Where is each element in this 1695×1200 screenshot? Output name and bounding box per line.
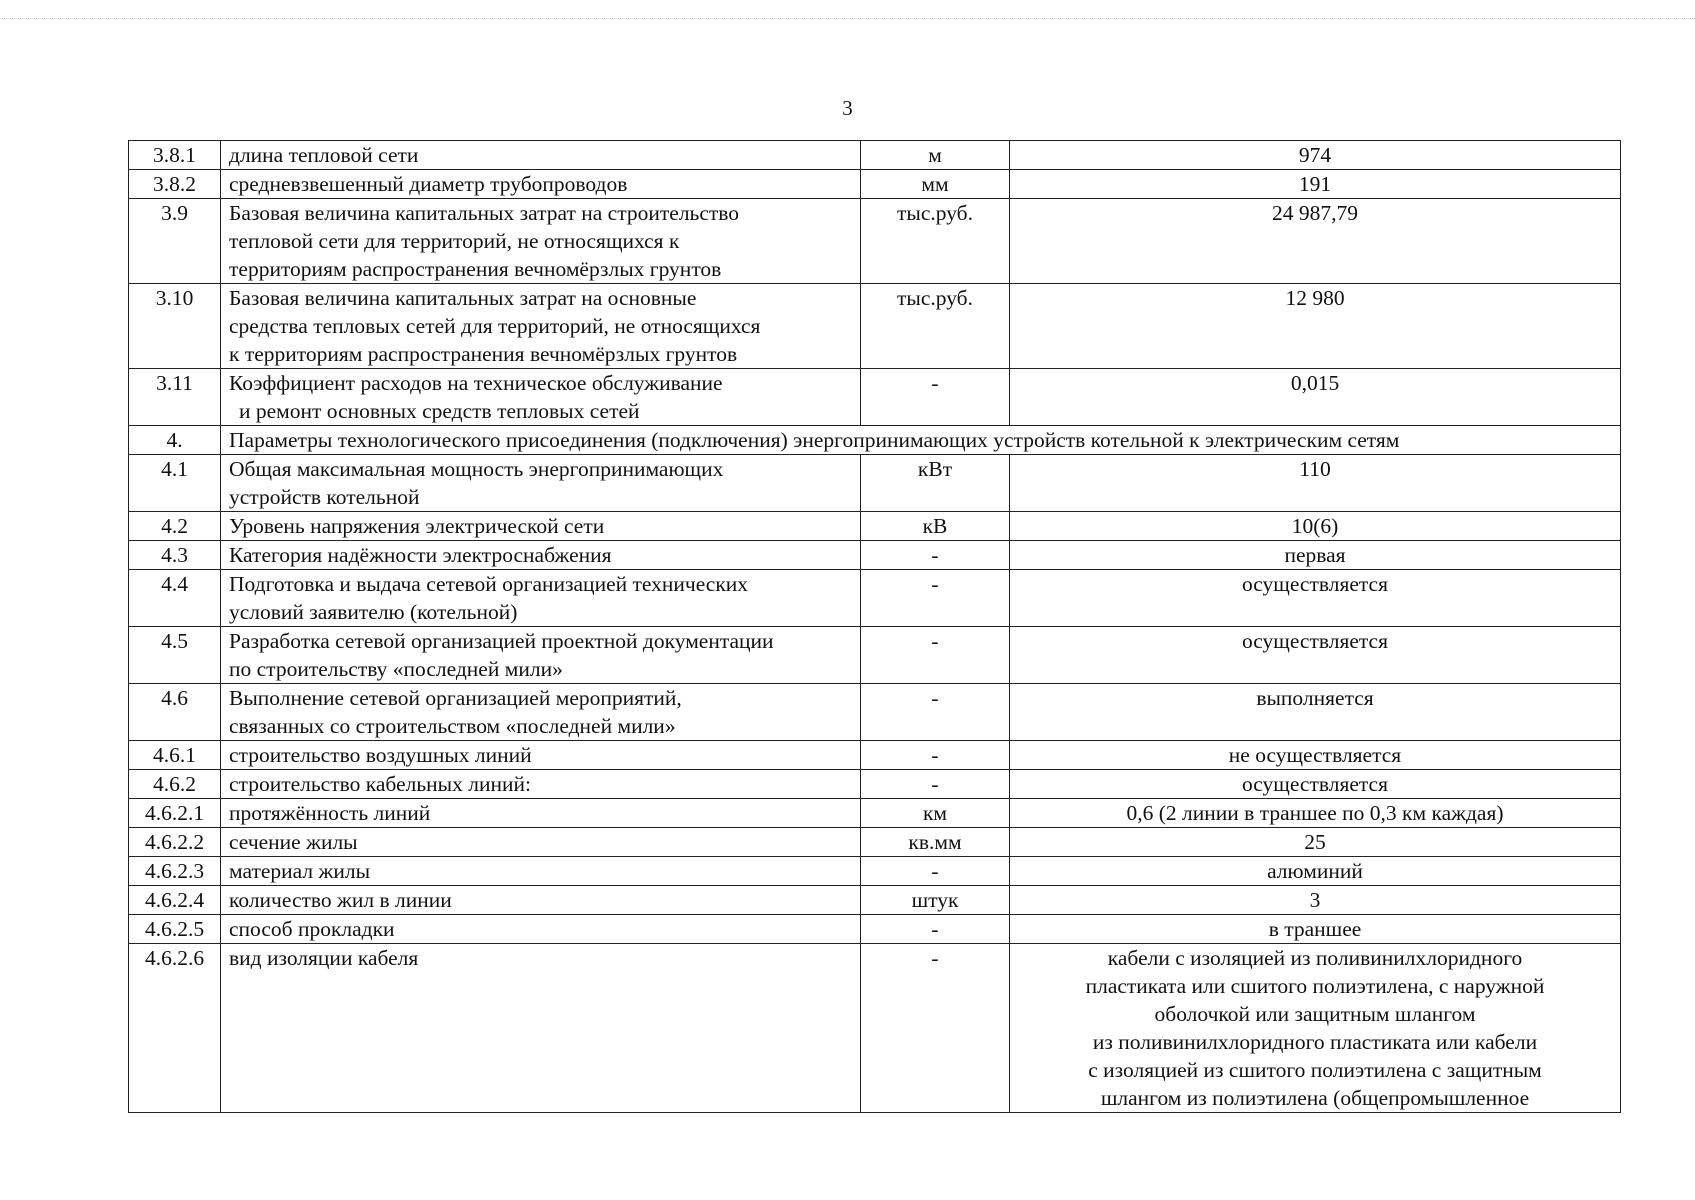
value bbox=[1010, 369, 1621, 426]
parameter-name bbox=[221, 915, 861, 944]
unit: кВ bbox=[861, 512, 1010, 541]
parameter-name-line: Подготовка и выдача сетевой организацией технических bbox=[229, 572, 749, 596]
parameter-name bbox=[221, 541, 861, 570]
value bbox=[1010, 512, 1621, 541]
table-row bbox=[129, 944, 1621, 1113]
value-line: осуществляется bbox=[1242, 629, 1388, 653]
section-row bbox=[129, 426, 1621, 455]
table-row bbox=[129, 770, 1621, 799]
table-row bbox=[129, 455, 1621, 512]
table-row bbox=[129, 886, 1621, 915]
parameter-name bbox=[221, 886, 861, 915]
page-number: 3 bbox=[842, 96, 853, 120]
item-number: 4.6.2 bbox=[129, 770, 221, 799]
table-row bbox=[129, 799, 1621, 828]
item-number: 4.4 bbox=[129, 570, 221, 627]
parameter-name bbox=[221, 199, 861, 284]
table-row bbox=[129, 828, 1621, 857]
value bbox=[1010, 828, 1621, 857]
value bbox=[1010, 199, 1621, 284]
parameter-name bbox=[221, 944, 861, 1113]
table-row bbox=[129, 684, 1621, 741]
unit: - bbox=[861, 944, 1010, 1113]
unit: - bbox=[861, 915, 1010, 944]
item-number: 3.9 bbox=[129, 199, 221, 284]
scan-edge-line bbox=[0, 18, 1695, 19]
table-row bbox=[129, 627, 1621, 684]
parameter-name-line: территориям распространения вечномёрзлых грунтов bbox=[229, 257, 722, 281]
value bbox=[1010, 886, 1621, 915]
value-line: в траншее bbox=[1268, 917, 1362, 941]
parameter-name bbox=[221, 455, 861, 512]
parameter-name-line: к территориям распространения вечномёрзлых грунтов bbox=[229, 342, 738, 366]
item-number: 3.11 bbox=[129, 369, 221, 426]
parameter-name bbox=[221, 570, 861, 627]
value bbox=[1010, 541, 1621, 570]
parameter-name-line: Уровень напряжения электрической сети bbox=[229, 514, 605, 538]
value bbox=[1010, 570, 1621, 627]
value-line: осуществляется bbox=[1242, 772, 1388, 796]
value-line: 110 bbox=[1299, 457, 1331, 481]
item-number: 4.6.2.2 bbox=[129, 828, 221, 857]
item-number: 4.6.1 bbox=[129, 741, 221, 770]
table-row bbox=[129, 284, 1621, 369]
item-number: 4.6.2.5 bbox=[129, 915, 221, 944]
parameter-name-line: Категория надёжности электроснабжения bbox=[229, 543, 612, 567]
table-row bbox=[129, 741, 1621, 770]
parameter-name-line: по строительству «последней мили» bbox=[229, 657, 563, 681]
value bbox=[1010, 915, 1621, 944]
value bbox=[1010, 284, 1621, 369]
value-line: 974 bbox=[1298, 143, 1332, 167]
value-line: 12 980 bbox=[1285, 286, 1345, 310]
value-line: пластиката или сшитого полиэтилена, с наружной bbox=[1085, 974, 1545, 998]
value-line: 0,6 (2 линии в траншее по 0,3 км каждая) bbox=[1126, 801, 1504, 825]
parameter-name-line: Коэффициент расходов на техническое обслуживание bbox=[229, 371, 723, 395]
value bbox=[1010, 170, 1621, 199]
unit: - bbox=[861, 541, 1010, 570]
value bbox=[1010, 799, 1621, 828]
unit: - bbox=[861, 369, 1010, 426]
parameter-name-line: средневзвешенный диаметр трубопроводов bbox=[229, 172, 628, 196]
item-number: 3.10 bbox=[129, 284, 221, 369]
parameters-table bbox=[128, 140, 1621, 1113]
parameter-name bbox=[221, 284, 861, 369]
value-line: 0,015 bbox=[1290, 371, 1340, 395]
parameters-table-body bbox=[129, 141, 1621, 1113]
parameter-name-line: вид изоляции кабеля bbox=[229, 946, 419, 970]
parameter-name-line: Базовая величина капитальных затрат на строительство bbox=[229, 201, 740, 225]
value-line: 10(6) bbox=[1291, 514, 1339, 538]
item-number: 4.3 bbox=[129, 541, 221, 570]
parameter-name bbox=[221, 512, 861, 541]
item-number: 4.6.2.3 bbox=[129, 857, 221, 886]
unit: тыс.руб. bbox=[861, 284, 1010, 369]
parameter-name-line: сечение жилы bbox=[229, 830, 358, 854]
table-row bbox=[129, 570, 1621, 627]
parameter-name-line: длина тепловой сети bbox=[229, 143, 419, 167]
parameter-name bbox=[221, 741, 861, 770]
value bbox=[1010, 857, 1621, 886]
parameter-name bbox=[221, 141, 861, 170]
table-row bbox=[129, 199, 1621, 284]
parameter-name bbox=[221, 857, 861, 886]
unit: мм bbox=[861, 170, 1010, 199]
parameter-name-line: средства тепловых сетей для территорий, не относящихся bbox=[229, 314, 761, 338]
value-line: оболочкой или защитным шлангом bbox=[1154, 1002, 1476, 1026]
item-number: 4.6 bbox=[129, 684, 221, 741]
parameter-name-line: условий заявителю (котельной) bbox=[229, 600, 518, 624]
value-line: 24 987,79 bbox=[1272, 201, 1358, 225]
item-number: 4.6.2.4 bbox=[129, 886, 221, 915]
value bbox=[1010, 741, 1621, 770]
parameter-name bbox=[221, 684, 861, 741]
value-line: 3 bbox=[1309, 888, 1321, 912]
item-number: 4. bbox=[129, 426, 221, 455]
parameter-name-line: Выполнение сетевой организацией мероприятий, bbox=[229, 686, 682, 710]
parameter-name bbox=[221, 170, 861, 199]
parameter-name bbox=[221, 799, 861, 828]
item-number: 4.1 bbox=[129, 455, 221, 512]
table-row bbox=[129, 915, 1621, 944]
unit: тыс.руб. bbox=[861, 199, 1010, 284]
item-number: 3.8.1 bbox=[129, 141, 221, 170]
value-line: не осуществляется bbox=[1228, 743, 1402, 767]
parameter-name-line: связанных со строительством «последней мили» bbox=[229, 714, 676, 738]
unit: - bbox=[861, 570, 1010, 627]
parameter-name-line: Базовая величина капитальных затрат на основные bbox=[229, 286, 697, 310]
parameter-name-line: тепловой сети для территорий, не относящихся к bbox=[229, 229, 680, 253]
parameter-name bbox=[221, 770, 861, 799]
unit: штук bbox=[861, 886, 1010, 915]
parameter-name-line: материал жилы bbox=[229, 859, 371, 883]
parameter-name-line: и ремонт основных средств тепловых сетей bbox=[239, 399, 640, 423]
unit: кв.мм bbox=[861, 828, 1010, 857]
table-row bbox=[129, 541, 1621, 570]
value-line: алюминий bbox=[1267, 859, 1363, 883]
value bbox=[1010, 944, 1621, 1113]
parameter-name-line: строительство кабельных линий: bbox=[229, 772, 531, 796]
unit: - bbox=[861, 770, 1010, 799]
unit: кВт bbox=[861, 455, 1010, 512]
parameter-name bbox=[221, 627, 861, 684]
unit: м bbox=[861, 141, 1010, 170]
value-line: 191 bbox=[1298, 172, 1332, 196]
item-number: 3.8.2 bbox=[129, 170, 221, 199]
item-number: 4.6.2.6 bbox=[129, 944, 221, 1113]
unit: - bbox=[861, 684, 1010, 741]
unit: - bbox=[861, 627, 1010, 684]
value-line: с изоляцией из сшитого полиэтилена с защитным bbox=[1088, 1058, 1542, 1082]
value bbox=[1010, 684, 1621, 741]
parameter-name-line: устройств котельной bbox=[229, 485, 420, 509]
parameter-name-line: Разработка сетевой организацией проектной документации bbox=[229, 629, 774, 653]
unit: км bbox=[861, 799, 1010, 828]
section-title: Параметры технологического присоединения (подключения) энергопринимающих устройств котельной к электрическим сетям bbox=[221, 426, 1621, 455]
value bbox=[1010, 455, 1621, 512]
table-row bbox=[129, 141, 1621, 170]
parameter-name-line: Общая максимальная мощность энергопринимающих bbox=[229, 457, 724, 481]
value-line: осуществляется bbox=[1242, 572, 1388, 596]
item-number: 4.2 bbox=[129, 512, 221, 541]
parameter-name bbox=[221, 369, 861, 426]
value bbox=[1010, 141, 1621, 170]
table-row bbox=[129, 369, 1621, 426]
item-number: 4.6.2.1 bbox=[129, 799, 221, 828]
table-row bbox=[129, 512, 1621, 541]
unit: - bbox=[861, 857, 1010, 886]
value-line: шлангом из полиэтилена (общепромышленное bbox=[1100, 1086, 1530, 1110]
unit: - bbox=[861, 741, 1010, 770]
table-row bbox=[129, 857, 1621, 886]
value bbox=[1010, 627, 1621, 684]
value-line: из поливинилхлоридного пластиката или кабели bbox=[1092, 1030, 1538, 1054]
value-line: 25 bbox=[1304, 830, 1326, 854]
parameter-name-line: способ прокладки bbox=[229, 917, 395, 941]
table-row bbox=[129, 170, 1621, 199]
item-number: 4.5 bbox=[129, 627, 221, 684]
parameter-name-line: строительство воздушных линий bbox=[229, 743, 532, 767]
value-line: кабели с изоляцией из поливинилхлоридного bbox=[1107, 946, 1523, 970]
parameter-name-line: протяжённость линий bbox=[229, 801, 431, 825]
value-line: первая bbox=[1284, 543, 1346, 567]
parameter-name bbox=[221, 828, 861, 857]
value bbox=[1010, 770, 1621, 799]
value-line: выполняется bbox=[1256, 686, 1374, 710]
parameter-name-line: количество жил в линии bbox=[229, 888, 452, 912]
